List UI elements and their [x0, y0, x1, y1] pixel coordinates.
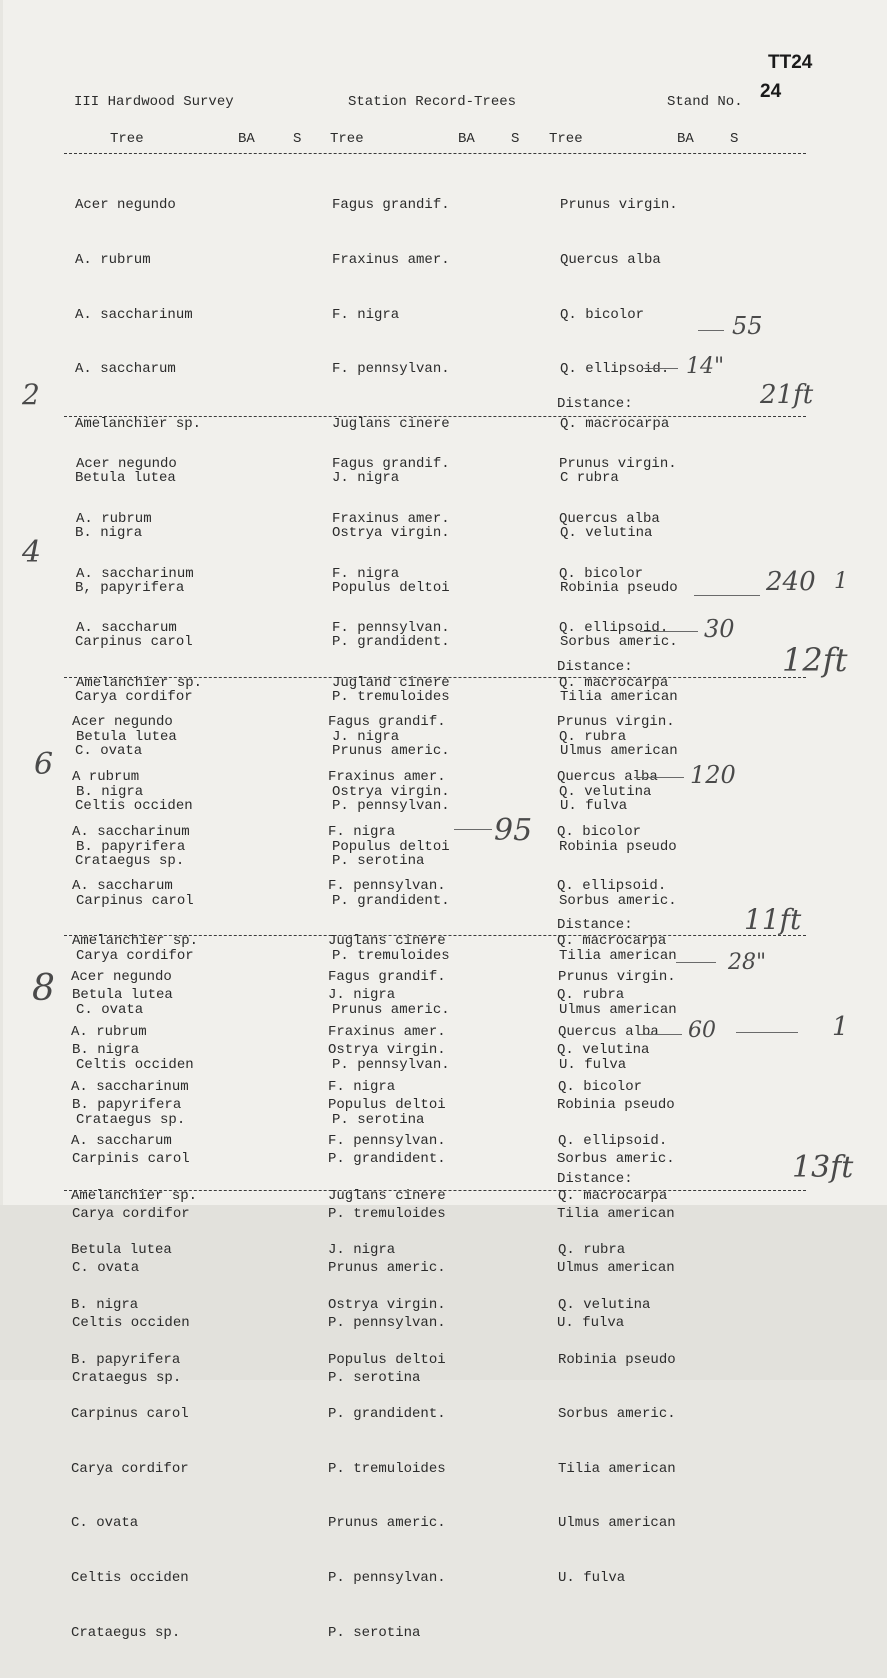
- column-header-tree-2: Tree: [330, 131, 364, 147]
- stand-number: [760, 52, 830, 120]
- tree-entry: Prunus virgin.: [559, 456, 677, 473]
- tree-entry: F. nigra: [332, 306, 400, 323]
- station-block-4: [0, 932, 887, 1641]
- tree-entry: B. papyrifera: [71, 1351, 181, 1368]
- pencil-dash: [640, 631, 698, 632]
- tree-entry: F. pennsylvan.: [332, 620, 450, 637]
- tree-entry: Quercus alba: [559, 511, 660, 527]
- tree-entry: C. ovata: [76, 1002, 144, 1019]
- tree-entry: B. nigra: [72, 1041, 140, 1058]
- tree-entry: P. pennsylvan.: [332, 1056, 450, 1073]
- pencil-dash: [736, 1032, 798, 1033]
- tree-entry: Sorbus americ.: [560, 634, 678, 651]
- tree-entry: Robinia pseudo: [558, 1351, 676, 1368]
- tree-entry: Prunus americ.: [332, 1002, 450, 1019]
- tree-entry: Amelanchier sp.: [75, 415, 202, 432]
- tree-entry: J. nigra: [332, 729, 400, 746]
- tree-entry: Sorbus americ.: [559, 893, 677, 910]
- tree-entry: P. grandident.: [328, 1151, 446, 1168]
- tree-entry: P. pennsylvan.: [328, 1569, 446, 1586]
- tree-entry: Q. velutina: [558, 1296, 651, 1313]
- tree-entry: Populus deltoi: [332, 579, 450, 596]
- tree-entry: Ulmus american: [558, 1515, 676, 1532]
- tree-entry: Ulmus american: [559, 1002, 677, 1019]
- tree-entry: A. saccharum: [72, 878, 173, 895]
- tree-entry: Populus deltoi: [328, 1351, 446, 1368]
- tree-entry: Amelanchier sp.: [71, 1187, 198, 1204]
- tree-entry: A. saccharinum: [75, 306, 193, 323]
- tree-entry: A. saccharum: [71, 1133, 172, 1150]
- tree-entry: Carpinis carol: [72, 1151, 190, 1168]
- pencil-dash: [640, 1034, 682, 1035]
- tree-entry: Robinia pseudo: [559, 838, 677, 855]
- block-divider: [64, 416, 806, 417]
- handwritten-ba-value: 240: [766, 567, 816, 597]
- record-title: Station Record-Trees: [348, 94, 517, 110]
- tree-entry: Ostrya virgin.: [332, 783, 450, 800]
- handwritten-ba-value: 14": [686, 354, 725, 379]
- tree-entry: U. fulva: [560, 797, 628, 814]
- tree-entry: Carpinus carol: [71, 1406, 189, 1423]
- stand-label: Stand No.: [667, 94, 743, 110]
- tree-entry: F. nigra: [332, 565, 400, 582]
- distance-label: Distance:: [557, 396, 633, 412]
- margin-station-number: 8: [32, 968, 55, 1009]
- tree-entry: Betula lutea: [75, 470, 176, 487]
- tree-entry: Fraxinus amer.: [332, 511, 450, 527]
- handwritten-distance: 12ft: [782, 641, 848, 679]
- column-header-s-1: S: [293, 131, 302, 147]
- tree-entry: P. tremuloides: [332, 688, 450, 705]
- column-header-s-2: S: [511, 131, 520, 147]
- handwritten-ba-value: 28": [728, 950, 767, 975]
- tree-entry: Populus deltoi: [328, 1096, 446, 1113]
- tree-entry: A. saccharum: [76, 620, 177, 637]
- stand-number-written: 24: [760, 81, 782, 102]
- tree-entry: Fagus grandif.: [332, 197, 450, 214]
- tree-entry: Sorbus americ.: [558, 1406, 676, 1423]
- tree-entry: C rubra: [560, 470, 619, 487]
- distance-label: Distance:: [557, 1171, 633, 1187]
- tree-entry: Amelanchier sp.: [76, 674, 203, 691]
- tree-entry: J. nigra: [328, 1242, 396, 1259]
- tree-entry: A. saccharinum: [76, 565, 194, 582]
- tree-entry: Betula lutea: [76, 729, 177, 746]
- tree-entry: Celtis occiden: [72, 1314, 190, 1331]
- tree-entry: Ulmus american: [557, 1260, 675, 1277]
- tree-entry: C. ovata: [75, 743, 143, 760]
- tree-entry: Celtis occiden: [76, 1056, 194, 1073]
- tree-entry: Prunus americ.: [332, 743, 450, 760]
- pencil-dash: [454, 829, 492, 830]
- handwritten-distance: 11ft: [744, 903, 802, 936]
- tree-entry: Prunus americ.: [328, 1515, 446, 1532]
- pencil-dash: [694, 595, 760, 596]
- tree-entry: Q. rubra: [558, 1242, 626, 1259]
- distance-label: Distance:: [557, 659, 633, 675]
- tree-entry: P. serotina: [332, 1111, 425, 1128]
- tree-entry: B. papyrifera: [72, 1096, 182, 1113]
- tree-entry: A. saccharinum: [72, 823, 190, 840]
- tree-entry: Acer negundo: [75, 197, 176, 214]
- tree-entry: Juglans cinere: [332, 415, 450, 432]
- tree-entry: B. papyrifera: [76, 838, 186, 855]
- distance-label: Distance:: [557, 917, 633, 933]
- margin-station-number: 2: [22, 378, 40, 411]
- column-header-ba-2: BA: [458, 131, 475, 147]
- handwritten-distance: 13ft: [792, 1150, 854, 1185]
- tree-entry: Fraxinus amer.: [328, 1024, 446, 1040]
- tree-entry: Acer negundo: [76, 456, 177, 473]
- handwritten-ba-value: 60: [688, 1018, 716, 1043]
- tree-entry: Q. velutina: [559, 783, 652, 800]
- tree-entry: Q. bicolor: [560, 306, 645, 323]
- tree-entry: Carya cordifor: [76, 947, 194, 964]
- tree-entry: Crataegus sp.: [72, 1369, 182, 1386]
- tree-entry: Jugland cinere: [332, 674, 450, 691]
- tree-entry: C. ovata: [72, 1260, 140, 1277]
- tree-entry: F. pennsylvan.: [328, 1133, 446, 1150]
- column-header-s-3: S: [730, 131, 739, 147]
- pencil-dash: [642, 368, 678, 369]
- tree-entry: Carpinus carol: [76, 893, 194, 910]
- tree-entry: Q. rubra: [557, 987, 625, 1004]
- handwritten-ba-value: 120: [690, 761, 736, 789]
- handwritten-ba-value: 55: [732, 312, 763, 340]
- tree-entry: F. pennsylvan.: [332, 361, 450, 378]
- pencil-dash: [676, 962, 716, 963]
- tree-entry: A. rubrum: [76, 511, 152, 527]
- tree-entry: P. tremuloides: [328, 1205, 446, 1222]
- tree-entry: Q. rubra: [559, 729, 627, 746]
- margin-station-number: 4: [22, 535, 42, 570]
- tree-entry: Quercus alba: [557, 769, 658, 785]
- tree-entry: Tilia american: [560, 688, 678, 705]
- tree-entry: A. saccharinum: [71, 1078, 189, 1095]
- pencil-dash: [634, 777, 684, 778]
- tree-entry: Q. ellipsoid.: [558, 1133, 668, 1150]
- tree-entry: Betula lutea: [72, 987, 173, 1004]
- tree-entry: Q. macrocarpa: [557, 932, 667, 949]
- tree-entry: Prunus virgin.: [560, 197, 678, 214]
- tree-entry: P. grandident.: [332, 634, 450, 651]
- tree-entry: Fagus grandif.: [332, 456, 450, 473]
- tree-entry: J. nigra: [332, 470, 400, 487]
- handwritten-ba-value: 95: [494, 813, 533, 848]
- tree-entry: Juglans cinere: [328, 1187, 446, 1204]
- tree-entry: Tilia american: [559, 947, 677, 964]
- tree-entry: Q. velutina: [557, 1041, 650, 1058]
- tree-entry: J. nigra: [328, 987, 396, 1004]
- tree-column-1: [71, 932, 197, 1678]
- tree-entry: Ostrya virgin.: [328, 1296, 446, 1313]
- tree-entry: Crataegus sp.: [71, 1624, 181, 1641]
- tree-entry: Acer negundo: [71, 969, 172, 986]
- tree-entry: Quercus alba: [558, 1024, 659, 1040]
- tree-entry: B. nigra: [75, 524, 143, 541]
- handwritten-ba-value: 30: [704, 615, 735, 643]
- tree-entry: Robinia pseudo: [557, 1096, 675, 1113]
- handwritten-tally: 1: [834, 569, 848, 594]
- tree-entry: P. grandident.: [328, 1406, 446, 1423]
- column-header-tree-3: Tree: [549, 131, 583, 147]
- tree-entry: Q. bicolor: [557, 823, 642, 840]
- tree-entry: Fraxinus amer.: [328, 769, 446, 785]
- tree-entry: Ulmus american: [560, 743, 678, 760]
- tree-entry: P. pennsylvan.: [328, 1314, 446, 1331]
- tree-entry: Q. bicolor: [558, 1078, 643, 1095]
- tree-entry: Q. ellipsoid.: [559, 620, 669, 637]
- tree-entry: U. fulva: [557, 1314, 625, 1331]
- tree-entry: B, papyrifera: [75, 579, 185, 596]
- tree-entry: Carya cordifor: [75, 688, 193, 705]
- tree-entry: Prunus americ.: [328, 1260, 446, 1277]
- tree-entry: Prunus virgin.: [558, 969, 676, 986]
- column-header-ba-3: BA: [677, 131, 694, 147]
- tree-entry: Prunus virgin.: [557, 714, 675, 731]
- tree-entry: B. nigra: [76, 783, 144, 800]
- tree-entry: P. grandident.: [332, 893, 450, 910]
- survey-title: III Hardwood Survey: [74, 94, 234, 110]
- handwritten-tally: 1: [832, 1012, 849, 1042]
- tree-entry: A. rubrum: [71, 1024, 147, 1040]
- tree-entry: Ostrya virgin.: [328, 1041, 446, 1058]
- tree-entry: Betula lutea: [71, 1242, 172, 1259]
- tree-entry: F. nigra: [328, 823, 396, 840]
- tree-column-2: [328, 932, 446, 1678]
- tree-entry: Carya cordifor: [71, 1460, 189, 1477]
- tree-entry: Amelanchier sp.: [72, 932, 199, 949]
- tree-entry: Crataegus sp.: [75, 852, 185, 869]
- tree-entry: Carya cordifor: [72, 1205, 190, 1222]
- margin-station-number: 6: [34, 747, 54, 782]
- tree-entry: Robinia pseudo: [560, 579, 678, 596]
- tree-entry: Quercus alba: [560, 252, 661, 268]
- tree-entry: F. nigra: [328, 1078, 396, 1095]
- tree-entry: A. rubrum: [75, 252, 151, 268]
- tree-entry: P. pennsylvan.: [332, 797, 450, 814]
- tree-entry: U. fulva: [559, 1056, 627, 1073]
- tree-entry: P. serotina: [328, 1369, 421, 1386]
- tree-entry: F. pennsylvan.: [328, 878, 446, 895]
- tree-entry: Q. macrocarpa: [559, 674, 669, 691]
- tree-entry: Q. bicolor: [559, 565, 644, 582]
- tree-entry: Fagus grandif.: [328, 969, 446, 986]
- tree-entry: P. serotina: [328, 1624, 421, 1641]
- tree-entry: Sorbus americ.: [557, 1151, 675, 1168]
- column-header-tree-1: Tree: [110, 131, 144, 147]
- tree-entry: Q. velutina: [560, 524, 653, 541]
- tree-entry: Juglans cinere: [328, 932, 446, 949]
- tree-entry: Tilia american: [558, 1460, 676, 1477]
- tree-entry: Carpinus carol: [75, 634, 193, 651]
- tree-entry: Q. ellipsoid.: [560, 361, 670, 378]
- tree-entry: Q. macrocarpa: [558, 1187, 668, 1204]
- header-divider: [64, 153, 806, 154]
- pencil-dash: [698, 330, 724, 331]
- tree-entry: P. tremuloides: [328, 1460, 446, 1477]
- tree-column-3: [558, 932, 676, 1624]
- bottom-divider: [64, 1190, 806, 1191]
- tree-entry: Celtis occiden: [71, 1569, 189, 1586]
- tree-entry: Populus deltoi: [332, 838, 450, 855]
- tree-entry: A rubrum: [72, 769, 140, 785]
- stand-number-stamp: TT24: [768, 52, 813, 73]
- tree-entry: P. tremuloides: [332, 947, 450, 964]
- tree-entry: U. fulva: [558, 1569, 626, 1586]
- tree-entry: Celtis occiden: [75, 797, 193, 814]
- tree-entry: Crataegus sp.: [76, 1111, 186, 1128]
- tree-entry: P. serotina: [332, 852, 425, 869]
- tree-entry: Tilia american: [557, 1205, 675, 1222]
- tree-entry: Q. ellipsoid.: [557, 878, 667, 895]
- tree-entry: Fagus grandif.: [328, 714, 446, 731]
- tree-entry: Q. macrocarpa: [560, 415, 670, 432]
- tree-entry: Acer negundo: [72, 714, 173, 731]
- tree-entry: Ostrya virgin.: [332, 524, 450, 541]
- tree-entry: Fraxinus amer.: [332, 252, 450, 268]
- handwritten-distance: 21ft: [760, 380, 814, 410]
- tree-entry: B. nigra: [71, 1296, 139, 1313]
- tree-entry: A. saccharum: [75, 361, 176, 378]
- column-header-ba-1: BA: [238, 131, 255, 147]
- tree-entry: C. ovata: [71, 1515, 139, 1532]
